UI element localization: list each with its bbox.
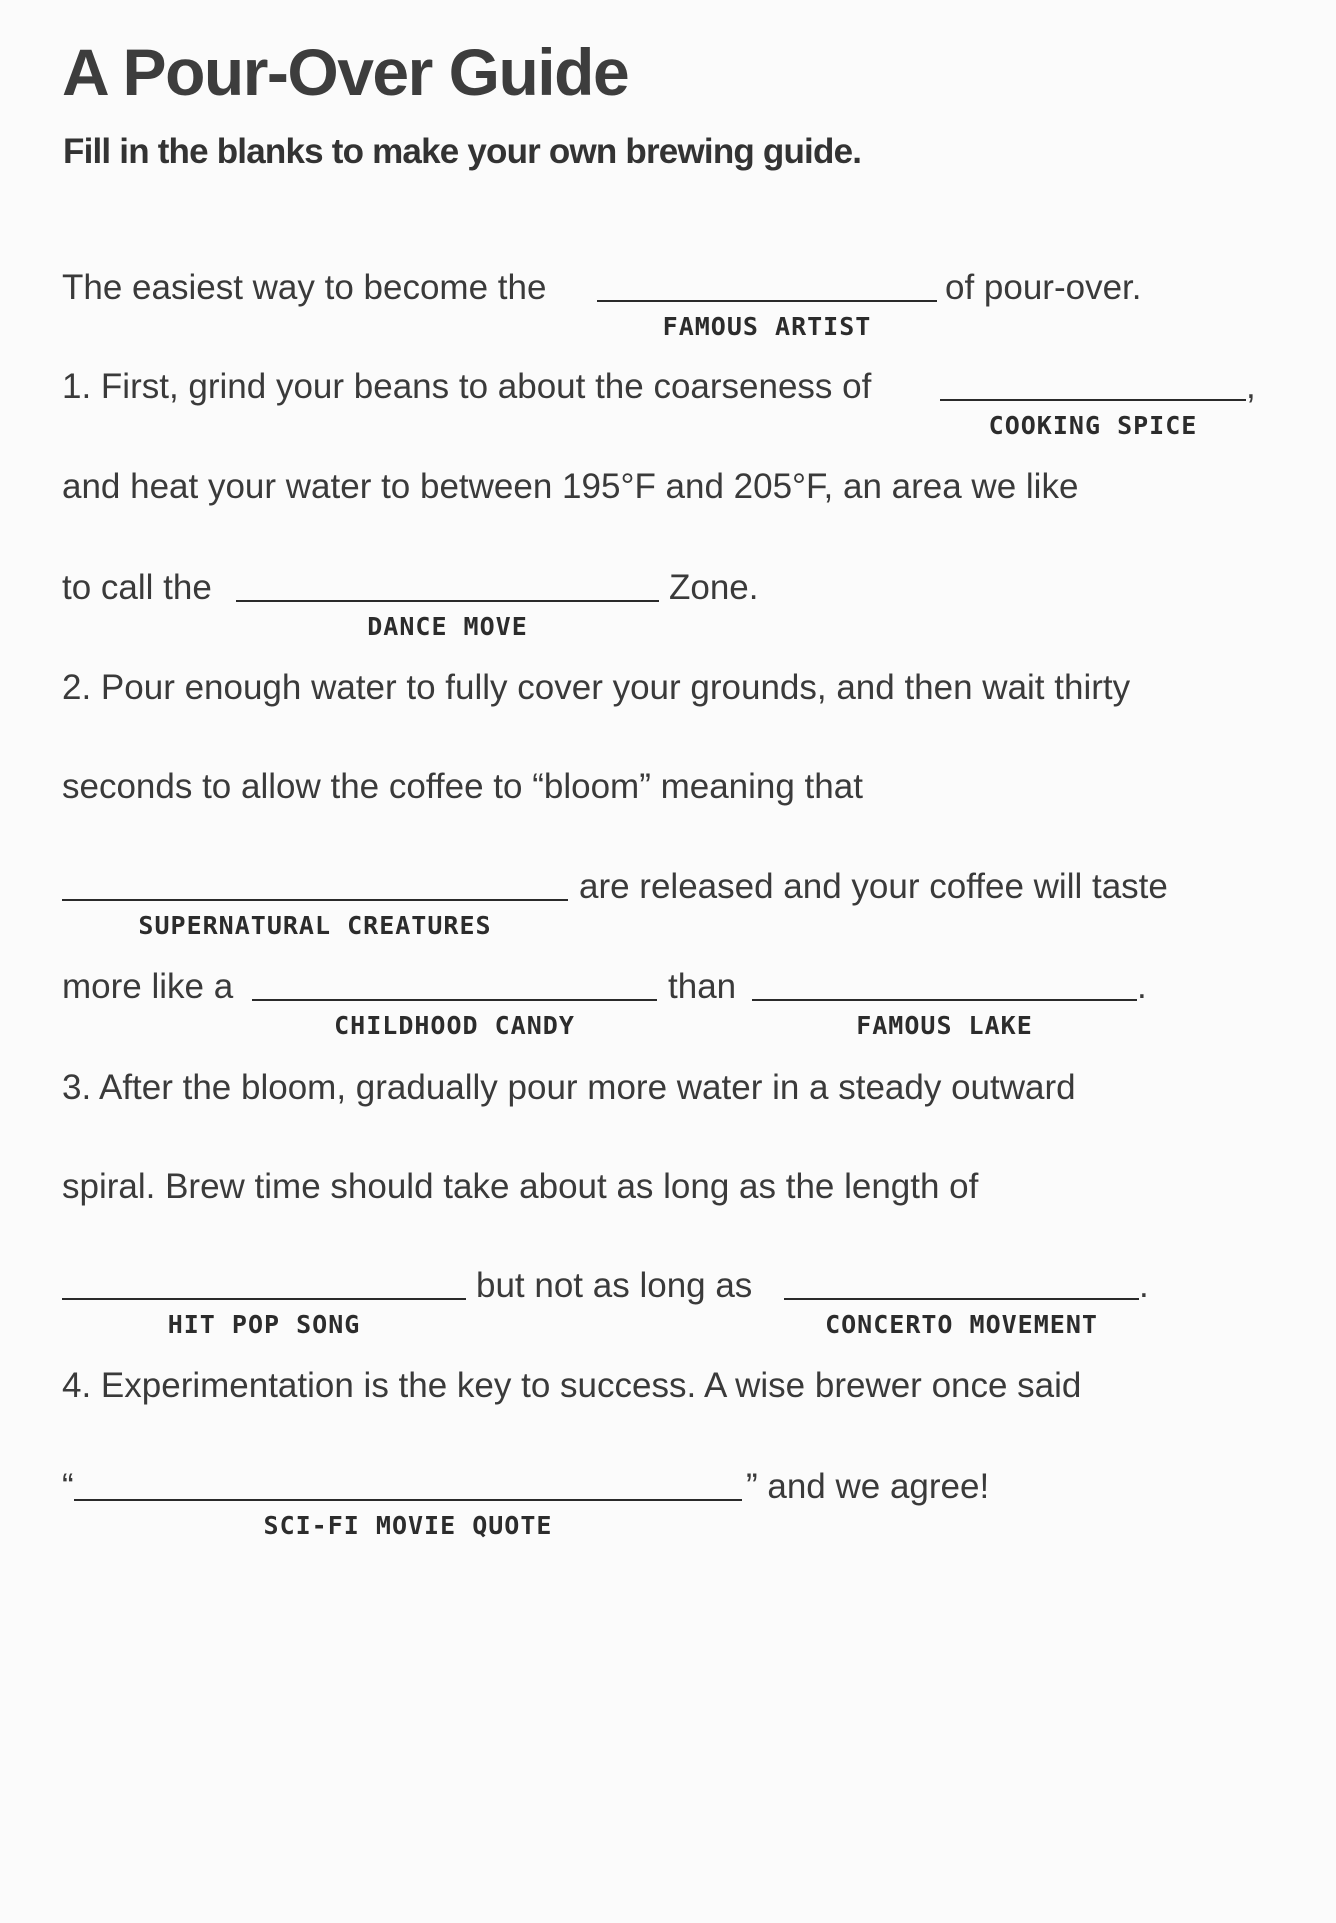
blank-cue-label: COOKING SPICE <box>988 411 1198 440</box>
line-text: more like a <box>62 967 234 1006</box>
guide-line-step-4 <box>62 1362 1272 1410</box>
blank-cue-label: CONCERTO MOVEMENT <box>825 1310 1098 1339</box>
blank-rule <box>784 1298 1139 1300</box>
line-text: The easiest way to become the <box>62 268 547 307</box>
guide-line-step-2 <box>62 664 1272 712</box>
line-text: ” and we agree! <box>746 1467 990 1506</box>
blank-rule <box>752 999 1137 1001</box>
line-text: are released and your coffee will taste <box>579 867 1168 906</box>
line-text: 2. Pour enough water to fully cover your grounds, and then wait thirty <box>62 668 1131 707</box>
blank-cue-label: SUPERNATURAL CREATURES <box>138 911 492 940</box>
blank-rule <box>252 999 657 1001</box>
blank-rule <box>62 1298 466 1300</box>
blank-cooking-spice[interactable] <box>940 363 1246 440</box>
line-text: 3. After the bloom, gradually pour more water in a steady outward <box>62 1068 1076 1107</box>
blank-famous-lake[interactable] <box>752 963 1137 1040</box>
guide-line-released <box>62 863 1272 940</box>
line-text: spiral. Brew time should take about as long as the length of <box>62 1167 979 1206</box>
line-text: 4. Experimentation is the key to success. A wise brewer once said <box>62 1366 1082 1405</box>
guide-line-water-temp <box>62 463 1272 511</box>
blank-rule <box>62 899 568 901</box>
blank-dance-move[interactable] <box>236 564 659 641</box>
blank-hit-pop-song[interactable] <box>62 1262 466 1339</box>
guide-line-step-1 <box>62 363 1272 440</box>
line-text: Zone. <box>669 568 759 607</box>
line-text: and heat your water to between 195°F and 205°F, an area we like <box>62 467 1079 506</box>
blank-rule <box>74 1499 742 1501</box>
blank-cue-label: FAMOUS ARTIST <box>662 312 872 341</box>
line-text: to call the <box>62 568 212 607</box>
blank-cue-label: CHILDHOOD CANDY <box>334 1011 575 1040</box>
page-subtitle: Fill in the blanks to make your own brewing guide. <box>63 132 862 171</box>
blank-cue-label: SCI-FI MOVIE QUOTE <box>263 1511 553 1540</box>
line-text: , <box>1246 367 1256 406</box>
blank-concerto-movement[interactable] <box>784 1262 1139 1339</box>
line-text: . <box>1139 1266 1149 1305</box>
guide-line-intro <box>62 264 1272 341</box>
blank-supernatural-creatures[interactable] <box>62 863 568 940</box>
line-text: 1. First, grind your beans to about the coarseness of <box>62 367 872 406</box>
line-text: . <box>1137 967 1147 1006</box>
page-title: A Pour-Over Guide <box>62 35 629 109</box>
blank-rule <box>940 399 1246 401</box>
blank-cue-label: FAMOUS LAKE <box>856 1011 1033 1040</box>
blank-rule <box>597 300 937 302</box>
line-text: than <box>668 967 737 1006</box>
blank-sci-fi-movie-quote[interactable] <box>74 1463 742 1540</box>
guide-line-brew-time <box>62 1163 1272 1211</box>
guide-line-song-length <box>62 1262 1272 1339</box>
open-quote: “ <box>62 1467 74 1506</box>
blank-cue-label: HIT POP SONG <box>167 1310 361 1339</box>
guide-line-taste <box>62 963 1272 1040</box>
guide-line-step-3 <box>62 1064 1272 1112</box>
blank-childhood-candy[interactable] <box>252 963 657 1040</box>
guide-line-bloom <box>62 763 1272 811</box>
blank-famous-artist[interactable] <box>597 264 937 341</box>
blank-rule <box>236 600 659 602</box>
guide-line-zone <box>62 564 1272 641</box>
guide-line-quote <box>62 1463 1272 1540</box>
line-text: seconds to allow the coffee to “bloom” meaning that <box>62 767 863 806</box>
blank-cue-label: DANCE MOVE <box>367 612 528 641</box>
line-text: but not as long as <box>476 1266 753 1305</box>
line-text: of pour-over. <box>945 268 1142 307</box>
